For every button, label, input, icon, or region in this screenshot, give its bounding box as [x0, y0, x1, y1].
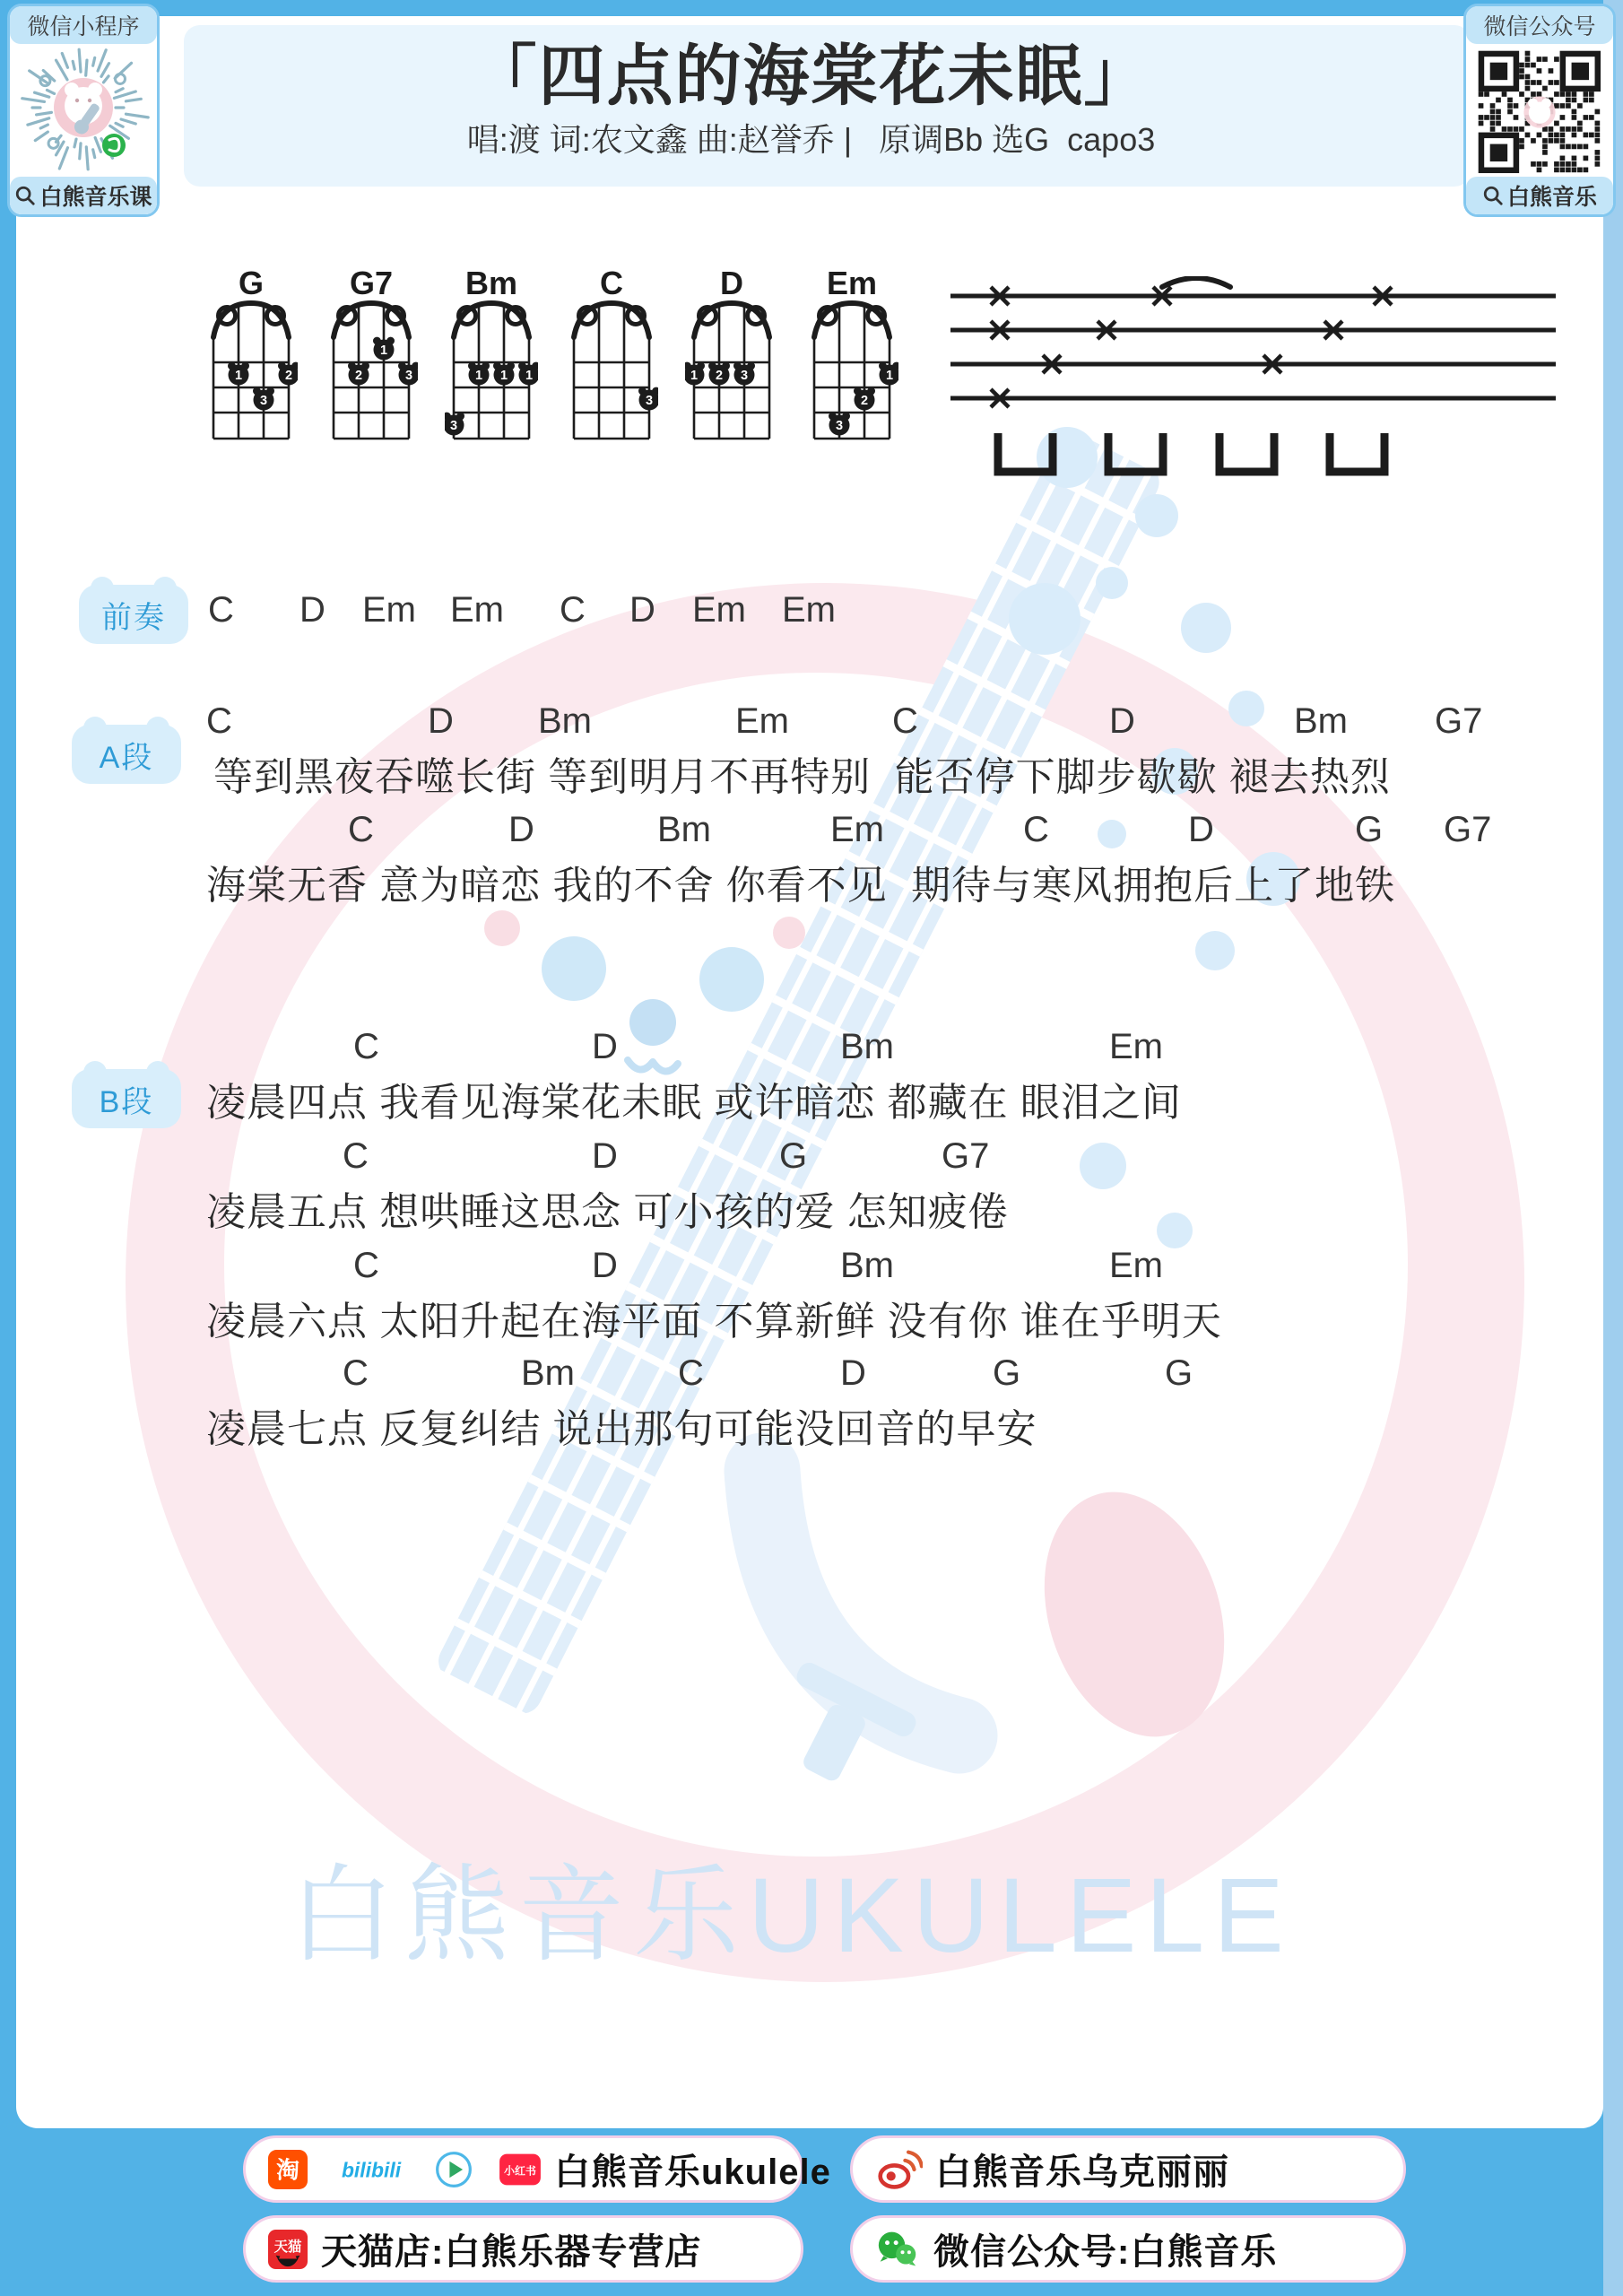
svg-text:3: 3	[740, 369, 749, 384]
play-icon	[434, 2150, 473, 2189]
chord-symbol: C	[678, 1353, 704, 1393]
footer-pill-label: 天猫店:白熊乐器专营店	[321, 2232, 702, 2272]
svg-text:2: 2	[860, 394, 869, 409]
chord-symbol: C	[353, 1246, 379, 1285]
chord-symbol: Em	[450, 590, 504, 630]
chord-symbol: C	[1023, 810, 1049, 849]
chord-symbol: D	[592, 1246, 618, 1285]
chord-symbol: C	[206, 701, 232, 741]
weibo-icon	[874, 2148, 923, 2191]
chord-symbol: D	[592, 1136, 618, 1176]
chord-name-label: Em	[826, 269, 878, 301]
svg-text:2: 2	[354, 369, 363, 384]
chord-symbol: D	[1109, 701, 1135, 741]
footer-pill[interactable]	[243, 2135, 831, 2203]
chord-name-label: G	[238, 269, 265, 301]
svg-text:小红书: 小红书	[504, 2164, 536, 2177]
strum-pattern-staff	[933, 276, 1569, 500]
chord-diagram-strip	[204, 269, 898, 441]
svg-text:1: 1	[499, 369, 508, 384]
chord-symbol: G7	[942, 1136, 990, 1176]
chord-symbol: C	[208, 590, 234, 630]
chord-diagram-D	[685, 269, 778, 441]
chord-symbol: Em	[1109, 1246, 1163, 1285]
miniprogram-code-icon	[10, 44, 157, 180]
chord-symbol: Em	[830, 810, 884, 849]
chord-symbol: D	[508, 810, 534, 849]
chord-symbol: Em	[1109, 1027, 1163, 1066]
section-badge-B段: B段	[72, 1069, 181, 1128]
chord-symbol: G	[779, 1136, 808, 1176]
xiaohongshu-icon	[499, 2150, 542, 2189]
svg-text:bilibili: bilibili	[341, 2158, 402, 2182]
chord-symbol: C	[348, 810, 374, 849]
qr-code-icon	[1466, 44, 1613, 180]
svg-text:1: 1	[379, 344, 388, 359]
chord-name-label: G7	[349, 269, 394, 301]
chord-symbol: D	[840, 1353, 866, 1393]
chord-diagram-G	[204, 269, 298, 441]
tmall-icon	[267, 2229, 308, 2270]
chord-symbol: C	[343, 1136, 369, 1176]
chord-symbol: G	[1355, 810, 1384, 849]
chord-name-label: C	[600, 269, 623, 301]
chord-symbol: Bm	[538, 701, 592, 741]
footer-pill-label: 微信公众号:白熊音乐	[933, 2232, 1278, 2272]
lyric-line: 凌晨四点 我看见海棠花未眠 或许暗恋 都藏在 眼泪之间	[206, 1081, 1182, 1125]
chord-symbol: G7	[1444, 810, 1492, 849]
chord-symbol: D	[299, 590, 325, 630]
chord-symbol: Em	[782, 590, 836, 630]
song-credits: 唱:渡 词:农文鑫 曲:赵誉乔 | 原调Bb 选G capo3	[466, 121, 1156, 158]
chord-name-label: D	[720, 269, 743, 301]
section-badge-前奏: 前奏	[79, 585, 188, 644]
search-icon	[14, 185, 36, 206]
search-icon	[1482, 185, 1504, 206]
chord-symbol: Bm	[840, 1246, 894, 1285]
chord-diagram-G7	[325, 269, 418, 441]
svg-text:3: 3	[259, 394, 268, 409]
official-account-tab-label: 微信公众号	[1466, 6, 1613, 44]
chord-symbol: Bm	[840, 1027, 894, 1066]
svg-text:淘: 淘	[276, 2158, 299, 2184]
wechat-icon	[874, 2229, 921, 2270]
taobao-icon	[267, 2149, 308, 2190]
chord-symbol: C	[353, 1027, 379, 1066]
chord-symbol: D	[428, 701, 454, 741]
lyric-line: 等到黑夜吞噬长街 等到明月不再特别 能否停下脚步歇歇 褪去热烈	[213, 755, 1391, 799]
chord-symbol: G7	[1435, 701, 1483, 741]
footer-pill[interactable]	[243, 2215, 803, 2283]
chord-symbol: Em	[692, 590, 746, 630]
svg-text:3: 3	[404, 369, 413, 384]
official-account-search-label: 白熊音乐	[1466, 177, 1613, 214]
chord-symbol: D	[592, 1027, 618, 1066]
watermark-text: 白熊音乐UKULELE	[289, 1857, 1293, 1975]
chord-symbol: Em	[735, 701, 789, 741]
svg-text:3: 3	[835, 419, 844, 434]
chord-symbol: D	[1188, 810, 1214, 849]
lyric-line: 凌晨五点 想哄睡这思念 可小孩的爱 怎知疲倦	[206, 1190, 1009, 1234]
chord-symbol: Em	[362, 590, 416, 630]
svg-text:1: 1	[474, 369, 483, 384]
song-title: 「四点的海棠花未眠」	[470, 39, 1152, 113]
chord-symbol: Bm	[521, 1353, 575, 1393]
miniprogram-badge[interactable]	[7, 4, 160, 217]
svg-text:1: 1	[885, 369, 894, 384]
chord-symbol: Bm	[657, 810, 711, 849]
chord-symbol: Bm	[1294, 701, 1348, 741]
chord-name-label: Bm	[464, 269, 518, 301]
svg-text:3: 3	[449, 419, 458, 434]
miniprogram-tab-label: 微信小程序	[10, 6, 157, 44]
footer-pill[interactable]	[850, 2135, 1406, 2203]
footer-pill-label: 白熊音乐乌克丽丽	[935, 2152, 1229, 2192]
section-badge-A段: A段	[72, 725, 181, 784]
chord-diagram-C	[565, 269, 658, 441]
svg-text:2: 2	[284, 369, 293, 384]
bilibili-icon	[334, 2149, 409, 2190]
miniprogram-search-label: 白熊音乐课	[10, 177, 157, 214]
lyric-line: 凌晨七点 反复纠结 说出那句可能没回音的早安	[206, 1407, 1037, 1451]
svg-text:2: 2	[715, 369, 724, 384]
lyric-line: 凌晨六点 太阳升起在海平面 不算新鲜 没有你 谁在乎明天	[206, 1300, 1222, 1344]
chord-diagram-Em	[805, 269, 898, 441]
svg-text:3: 3	[645, 394, 654, 409]
lyric-line: 海棠无香 意为暗恋 我的不舍 你看不见 期待与寒风拥抱后上了地铁	[206, 864, 1396, 908]
chord-symbol: C	[560, 590, 586, 630]
page-right-border	[1603, 0, 1623, 2296]
svg-text:1: 1	[525, 369, 534, 384]
svg-text:1: 1	[690, 369, 699, 384]
svg-text:天猫: 天猫	[273, 2239, 302, 2255]
chord-symbol: D	[629, 590, 655, 630]
footer-pill[interactable]	[850, 2215, 1406, 2283]
chord-symbol: C	[892, 701, 918, 741]
chord-diagram-Bm	[445, 269, 538, 441]
official-account-badge[interactable]	[1463, 4, 1616, 217]
footer-pill-label: 白熊音乐ukulele	[554, 2152, 831, 2192]
chord-symbol: G	[993, 1353, 1021, 1393]
svg-text:1: 1	[234, 369, 243, 384]
chord-symbol: G	[1165, 1353, 1193, 1393]
chord-symbol: C	[343, 1353, 369, 1393]
